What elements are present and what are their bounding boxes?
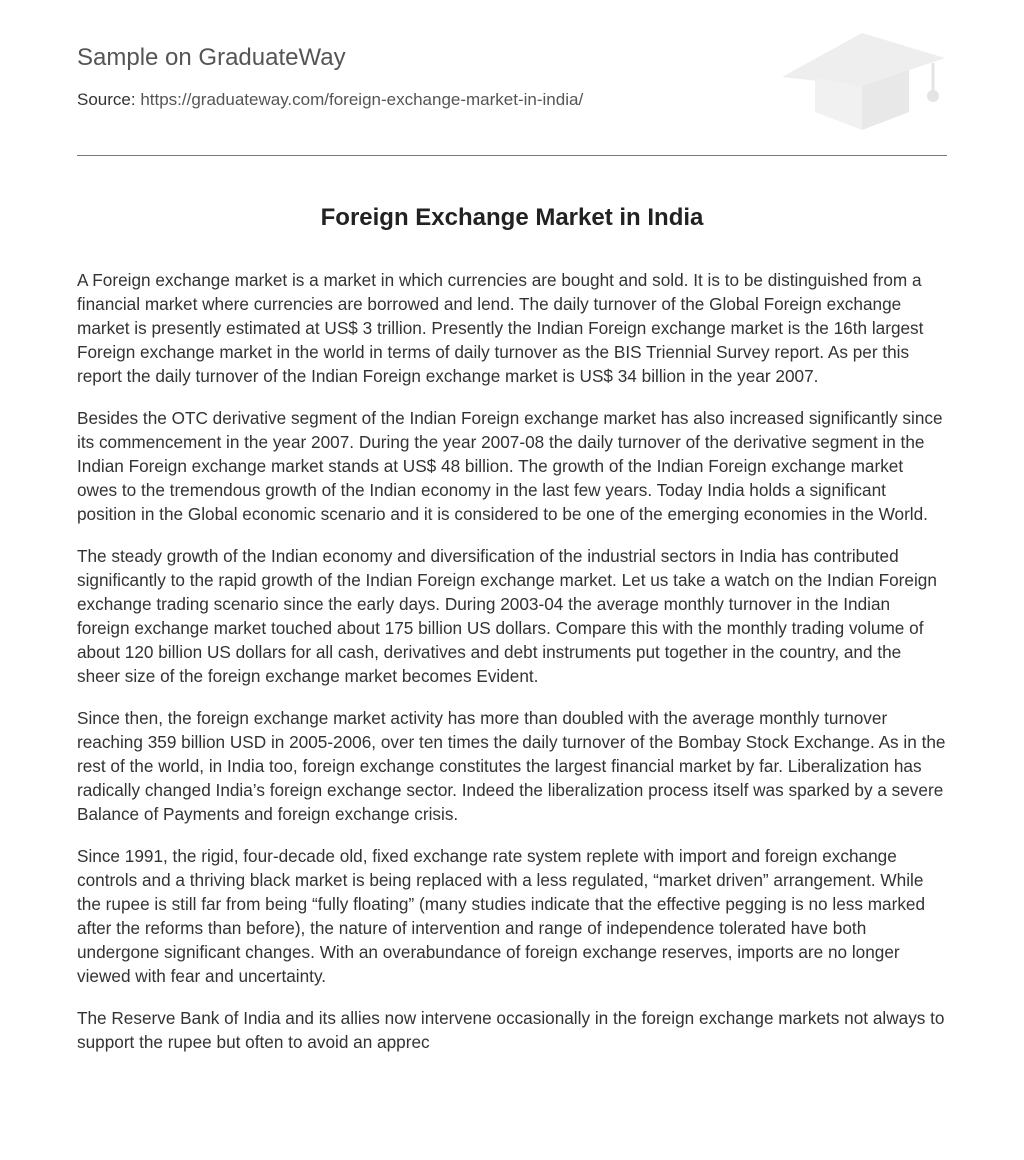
source-line [77,90,583,110]
article-paragraph: The Reserve Bank of India and its allies now intervene occasionally in the foreign exchange markets not always to support the rupee but often to avoid an apprec [77,1008,945,1052]
article-paragraph: Since 1991, the rigid, four-decade old, fixed exchange rate system replete with import and foreign exchange controls and a thriving black market is being replaced with a less regulated, “market driven” arrangement. While the rupee is still far from being “fully floating” (many studies indicate that the effective pegging is no less marked after the reforms than before), the nature of intervention and range of independence tolerated have both undergone significant changes. With an overabundance of foreign exchange reserves, imports are no longer viewed with fear and uncertainty. [77,846,926,986]
article-title: Foreign Exchange Market in India [320,204,704,231]
article-paragraph: A Foreign exchange market is a market in which currencies are bought and sold. It is to be distinguished from a financial market where currencies are borrowed and lend. The daily turnover of the Global Foreign exchange market is presently estimated at US$ 3 trillion. Presently the Indian Foreign exchange market is the 16th largest Foreign exchange market in the world in terms of daily turnover as the BIS Triennial Survey report. As per this report the daily turnover of the Indian Foreign exchange market is US$ 34 billion in the year 2007. [77,270,924,386]
article-paragraph: The steady growth of the Indian economy and diversification of the industrial sectors in India has contributed significantly to the rapid growth of the Indian Foreign exchange market. Let us take a watch on the Indian Foreign exchange trading scenario since the early days. During 2003-04 the average monthly turnover in the Indian foreign exchange market touched about 175 billion US dollars. Compare this with the monthly trading volume of about 120 billion US dollars for all cash, derivatives and debt instruments put together in the country, and the sheer size of the foreign exchange market becomes Evident. [77,546,937,686]
site-brand[interactable]: Sample on GraduateWay [77,44,346,71]
article-paragraph: Since then, the foreign exchange market activity has more than doubled with the average monthly turnover reaching 359 billion USD in 2005-2006, over ten times the daily turnover of the Bombay Stock Exchange. As in the rest of the world, in India too, foreign exchange constitutes the largest financial market by far. Liberalization has radically changed India’s foreign exchange sector. Indeed the liberalization process itself was sparked by a severe Balance of Payments and foreign exchange crisis. [77,708,946,824]
source-label: Source: [77,90,136,109]
graduation-cap-icon [782,30,947,132]
source-link[interactable]: https://graduateway.com/foreign-exchange-market-in-india/ [140,90,584,109]
article-body [77,268,947,1072]
header-divider [77,155,947,156]
article-paragraph: Besides the OTC derivative segment of the Indian Foreign exchange market has also increased significantly since its commencement in the year 2007. During the year 2007-08 the daily turnover of the derivative segment in the Indian Foreign exchange market stands at US$ 48 billion. The growth of the Indian Foreign exchange market owes to the tremendous growth of the Indian economy in the last few years. Today India holds a significant position in the Global economic scenario and it is considered to be one of the emerging economies in the World. [77,408,943,524]
page-header [77,0,947,156]
